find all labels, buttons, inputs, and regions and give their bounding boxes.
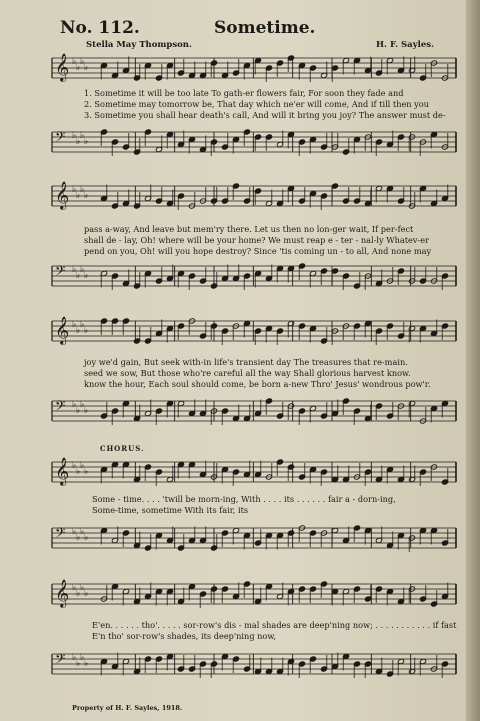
lyric-line: pass a-way, And leave but mem'ry there. Let us then no lon-ger wait, If per-fect: [84, 224, 414, 234]
music-system-4: [52, 444, 456, 564]
svg-text:♭: ♭: [84, 137, 89, 147]
svg-text:♭: ♭: [76, 63, 81, 73]
svg-text:♭: ♭: [80, 653, 85, 663]
svg-text:♭: ♭: [80, 527, 85, 537]
svg-text:♭: ♭: [84, 589, 89, 599]
svg-text:♭: ♭: [72, 400, 77, 410]
svg-text:♭: ♭: [80, 185, 85, 195]
svg-text:♭: ♭: [76, 659, 81, 669]
chorus-label: CHORUS.: [100, 444, 145, 453]
hymn-number: No. 112.: [60, 18, 140, 38]
treble-clef-icon: 𝄞: [55, 316, 70, 344]
lyric-line: Some - time. . . . 'twill be morn-ing, With . . . . its . . . . . . fair a - dorn-ing,: [92, 494, 396, 504]
treble-staff: [52, 456, 456, 492]
treble-clef-icon: 𝄞: [55, 53, 70, 81]
svg-text:♭: ♭: [84, 63, 89, 73]
bass-clef-icon: 𝄢: [55, 129, 66, 148]
lyric-line: Some-time, sometime With its fair, its: [92, 505, 249, 515]
lyric-line: 3. Sometime you shall hear death's call, And will it bring you joy? The answer must de-: [84, 110, 446, 120]
treble-staff: [52, 315, 456, 351]
svg-text:♭: ♭: [80, 400, 85, 410]
bass-staff: [52, 522, 456, 558]
treble-staff: [52, 180, 456, 216]
bass-staff: [52, 126, 456, 162]
svg-text:♭: ♭: [72, 131, 77, 141]
svg-text:♭: ♭: [84, 533, 89, 543]
svg-text:♭: ♭: [80, 131, 85, 141]
svg-text:♭: ♭: [80, 57, 85, 67]
svg-text:♭: ♭: [80, 265, 85, 275]
music-system-3: [52, 315, 456, 427]
lyric-line: joy we'd gain, But seek with-in life's transient day The treasures that re-main.: [84, 357, 408, 367]
lyric-line: pend on you, Oh! will you hope destroy? Since 'tis coming un - to all, And none may: [84, 246, 432, 256]
svg-text:♭: ♭: [72, 461, 77, 471]
svg-text:♭: ♭: [72, 57, 77, 67]
svg-text:♭: ♭: [76, 271, 81, 281]
svg-text:♭: ♭: [72, 653, 77, 663]
svg-text:♭: ♭: [76, 326, 81, 336]
bass-staff: [52, 395, 456, 431]
lyric-line: seed we sow, But those who're careful all the way Shall glorious harvest know.: [84, 368, 411, 378]
svg-text:♭: ♭: [72, 320, 77, 330]
svg-text:♭: ♭: [72, 527, 77, 537]
treble-clef-icon: 𝄞: [55, 181, 70, 209]
svg-text:♭: ♭: [84, 326, 89, 336]
svg-text:♭: ♭: [80, 461, 85, 471]
svg-text:♭: ♭: [84, 271, 89, 281]
lyric-line: E'n tho' sor-row's shades, its deep'ning now,: [92, 631, 277, 641]
svg-text:♭: ♭: [76, 467, 81, 477]
svg-text:♭: ♭: [76, 589, 81, 599]
bass-clef-icon: 𝄢: [55, 525, 66, 544]
svg-text:♭: ♭: [76, 191, 81, 201]
svg-text:♭: ♭: [80, 320, 85, 330]
lyricist-credit: Stella May Thompson.: [86, 40, 192, 50]
music-system-2: [52, 180, 456, 292]
lyric-line: E'en. . . . . . tho'. . . . . sor-row's dis - mal shades are deep'ning now; . . . . . . . . . . . if fast: [92, 620, 457, 630]
treble-staff: [52, 52, 456, 88]
svg-text:♭: ♭: [72, 265, 77, 275]
book-spine: [466, 0, 480, 721]
svg-text:♭: ♭: [76, 533, 81, 543]
music-system-1: [52, 52, 456, 162]
lyric-line: shall de - lay, Oh! where will be your home? We must reap e - ter - nal-ly Whatev-er: [84, 235, 430, 245]
lyric-line: 2. Sometime may tomorrow be, That day which ne'er will come, And if till then you: [84, 99, 430, 109]
svg-text:♭: ♭: [84, 467, 89, 477]
treble-clef-icon: 𝄞: [55, 457, 70, 485]
bass-clef-icon: 𝄢: [55, 398, 66, 417]
treble-staff: [52, 578, 456, 614]
svg-text:♭: ♭: [76, 137, 81, 147]
svg-text:♭: ♭: [84, 191, 89, 201]
svg-text:♭: ♭: [76, 406, 81, 416]
lyric-line: know the hour, Each soul should come, be born a-new Thro' Jesus' wondrous pow'r.: [84, 379, 431, 389]
treble-clef-icon: 𝄞: [55, 579, 70, 607]
svg-text:♭: ♭: [72, 185, 77, 195]
svg-text:♭: ♭: [84, 406, 89, 416]
hymn-title: Sometime.: [214, 18, 316, 38]
music-system-5: [52, 570, 456, 690]
lyric-line: 1. Sometime it will be too late To gath-er flowers fair, For soon they fade and: [84, 88, 404, 98]
bass-staff: [52, 260, 456, 296]
composer-credit: H. F. Sayles.: [376, 40, 435, 50]
bass-staff: [52, 648, 456, 684]
svg-text:♭: ♭: [84, 659, 89, 669]
copyright-footer: Property of H. F. Sayles, 1918.: [72, 704, 183, 712]
bass-clef-icon: 𝄢: [55, 651, 66, 670]
svg-text:♭: ♭: [80, 583, 85, 593]
bass-clef-icon: 𝄢: [55, 263, 66, 282]
svg-text:♭: ♭: [72, 583, 77, 593]
